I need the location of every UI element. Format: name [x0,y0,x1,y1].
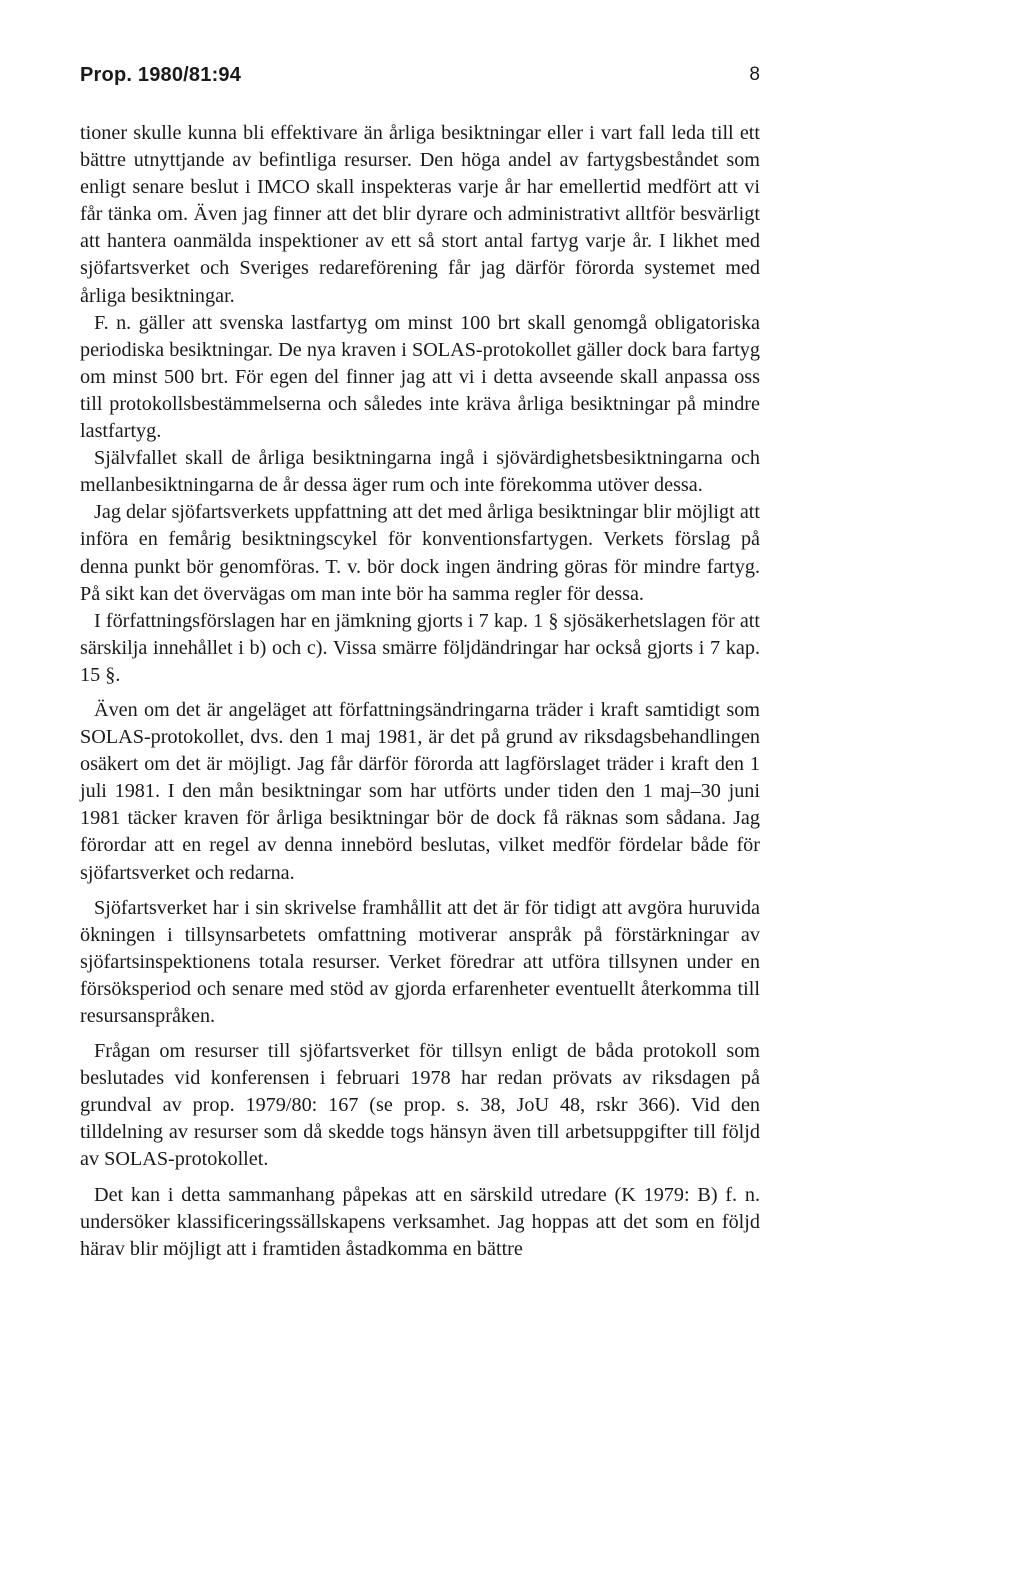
body-text [80,120,760,1263]
paragraph: F. n. gäller att svenska lastfartyg om minst 100 brt skall genomgå obligatoriska periodiska besiktningar. De nya kraven i SOLAS-protokollet gäller dock bara fartyg om minst 500 brt. För egen del finner jag att vi i detta avseende skall anpassa oss till protokollsbestämmelserna och således inte kräva årliga besiktningar på mindre lastfartyg. [80,311,760,443]
page-header [80,64,760,94]
proposition-reference: Prop. 1980/81:94 [80,64,242,86]
paragraph: tioner skulle kunna bli effektivare än årliga besiktningar eller i vart fall leda till ett bättre utnyttjande av befintliga resurser. Den höga andel av fartygsbeståndet som enligt senare beslut i IMCO skall inspekteras varje år har emellertid medfört att vi får tänka om. Även jag finner att det blir dyrare och administrativt alltför besvärligt att hantera oanmälda inspektioner av ett så stort antal fartyg varje år. I likhet med sjöfartsverket och Sveriges redareförening får jag därför förorda systemet med årliga besiktningar. [80,122,760,307]
paragraph: Sjöfartsverket har i sin skrivelse framhållit att det är för tidigt att avgöra huruvida ökningen i tillsynsarbetets omfattning motiverar anspråk på förstärkningar av sjöfartsinspektionens totala resurser. Verket föredrar att utföra tillsynen under en försöksperiod och senare med stöd av gjorda erfarenheter eventuellt återkomma till resursanspråken. [80,896,760,1027]
paragraph: Även om det är angeläget att författningsändringarna träder i kraft samtidigt som SOLAS-protokollet, dvs. den 1 maj 1981, är det på grund av riksdagsbehandlingen osäkert om det är möjligt. Jag får därför förorda att lagförslaget träder i kraft den 1 juli 1981. I den mån besiktningar som har utförts under tiden den 1 maj–30 juni 1981 täcker kraven för årliga besiktningar bör de dock få räknas som sådana. Jag förordar att en regel av denna innebörd beslutas, vilket medför fördelar både för sjöfartsverket och redarna. [80,698,760,884]
paragraph: Det kan i detta sammanhang påpekas att en särskild utredare (K 1979: B) f. n. undersöker klassificeringssällskapens verksamhet. Jag hoppas att det som en följd härav blir möjligt att i framtiden åstadkomma en bättre [80,1183,760,1260]
paragraph: Självfallet skall de årliga besiktningarna ingå i sjövärdighetsbesiktningarna och mellanbesiktningarna de år dessa äger rum och inte förekomma utöver dessa. [80,447,760,497]
page-number: 8 [749,64,760,85]
paragraph: Jag delar sjöfartsverkets uppfattning att det med årliga besiktningar blir möjligt att införa en femårig besiktningscykel för konventionsfartygen. Verkets förslag på denna punkt bör genomföras. T. v. bör dock ingen ändring göras för mindre fartyg. På sikt kan det övervägas om man inte bör ha samma regler för dessa. [80,501,760,605]
paragraph: I författningsförslagen har en jämkning gjorts i 7 kap. 1 § sjösäkerhetslagen för att särskilja innehållet i b) och c). Vissa smärre följdändringar har också gjorts i 7 kap. 15 §. [80,609,760,686]
paragraph: Frågan om resurser till sjöfartsverket för tillsyn enligt de båda protokoll som beslutades vid konferensen i februari 1978 har redan prövats av riksdagen på grundval av prop. 1979/80: 167 (se prop. s. 38, JoU 48, rskr 366). Vid den tilldelning av resurser som då skedde togs hänsyn även till arbetsuppgifter till följd av SOLAS-protokollet. [80,1040,760,1171]
